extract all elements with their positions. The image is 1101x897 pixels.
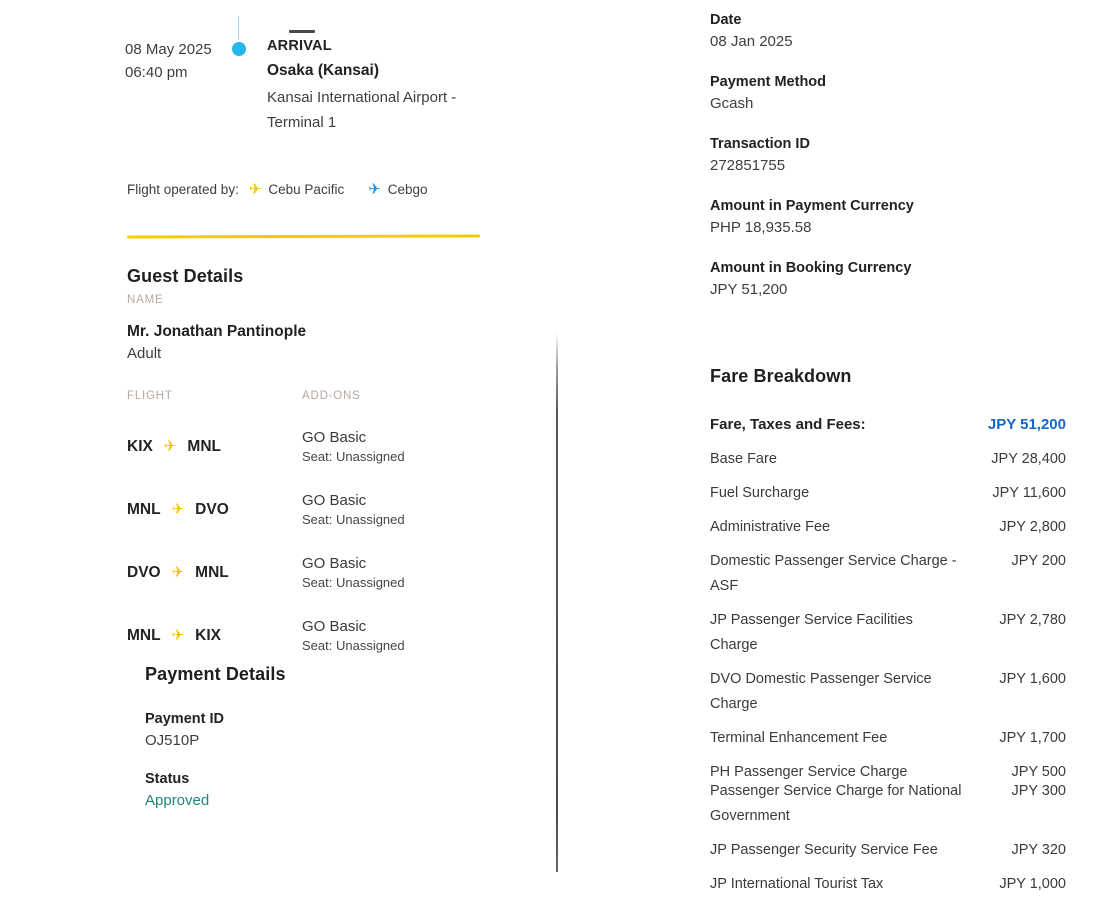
flight-segments-section (127, 390, 517, 653)
fare-row (710, 779, 1066, 829)
transaction-id-field (710, 136, 1066, 174)
guest-details-section (127, 266, 517, 362)
amount-payment-currency-field (710, 198, 1066, 236)
segment-addon (302, 492, 405, 527)
flight-segment-row (127, 555, 517, 590)
passenger-type: Adult (127, 345, 162, 362)
payment-method-value: Gcash (710, 95, 754, 112)
payment-details-section (145, 664, 286, 809)
fare-row (710, 447, 1066, 472)
amount-payment-currency-label: Amount in Payment Currency (710, 198, 914, 214)
fare-item-label: JP Passenger Service Facilities Charge (710, 612, 913, 653)
seat-assignment: Seat: Unassigned (302, 638, 405, 653)
amount-booking-currency-field (710, 260, 1066, 298)
arrival-airport-line2: Terminal 1 (267, 114, 337, 131)
fare-item-label: Fuel Surcharge (710, 485, 810, 501)
arrival-date: 08 May 2025 (125, 41, 212, 58)
fare-item-label: JP International Tourist Tax (710, 876, 884, 892)
scan-artifact-mark (289, 30, 315, 33)
arrival-airport-line1: Kansai International Airport - (267, 89, 457, 106)
payment-id-value: OJ510P (145, 732, 200, 749)
itinerary-timeline (225, 38, 253, 135)
status-field (145, 771, 286, 809)
flight-segment-row (127, 429, 517, 464)
timeline-stem (238, 16, 239, 40)
segment-addon (302, 618, 405, 653)
fare-row (710, 549, 1066, 599)
guest-details-title: Guest Details (127, 266, 244, 286)
fare-item-amount: JPY 11,600 (992, 485, 1066, 501)
addon-name: GO Basic (302, 555, 367, 572)
origin-code: MNL (127, 626, 161, 644)
airplane-icon: ✈ (248, 181, 262, 198)
fare-total-label: Fare, Taxes and Fees: (710, 416, 866, 433)
fare-item-amount: JPY 2,780 (999, 612, 1066, 628)
date-field (710, 12, 1066, 50)
payment-details-title: Payment Details (145, 664, 286, 684)
origin-code: KIX (127, 437, 153, 455)
payment-info-section (710, 12, 1066, 322)
fare-total-row (710, 416, 1066, 433)
fare-item-amount: JPY 1,000 (999, 876, 1066, 892)
destination-code: DVO (195, 500, 229, 518)
segment-addon (302, 555, 405, 590)
amount-booking-currency-value: JPY 51,200 (710, 281, 788, 298)
status-label: Status (145, 771, 190, 787)
fare-row (710, 726, 1066, 751)
origin-code: DVO (127, 563, 161, 581)
addon-name: GO Basic (302, 429, 367, 446)
arrival-label: ARRIVAL (267, 38, 332, 54)
fare-item-amount: JPY 28,400 (991, 451, 1066, 467)
addon-name: GO Basic (302, 618, 367, 635)
payment-method-label: Payment Method (710, 74, 827, 90)
status-badge: Approved (145, 792, 210, 809)
airplane-icon: ✈ (171, 501, 185, 518)
arrival-datetime (125, 38, 225, 135)
fare-item-amount: JPY 1,600 (999, 671, 1066, 687)
airplane-icon: ✈ (163, 438, 177, 455)
fare-item-amount: JPY 200 (1011, 553, 1066, 569)
fare-row (710, 838, 1066, 863)
fare-item-label: Administrative Fee (710, 519, 831, 535)
amount-booking-currency-label: Amount in Booking Currency (710, 260, 912, 276)
fare-item-label: Passenger Service Charge for National Government (710, 783, 962, 824)
fare-item-label: PH Passenger Service Charge (710, 764, 908, 780)
page-edge-divider (556, 332, 558, 872)
carrier-cebgo (368, 182, 427, 197)
amount-payment-currency-value: PHP 18,935.58 (710, 219, 812, 236)
date-value: 08 Jan 2025 (710, 33, 793, 50)
flight-segment-row (127, 618, 517, 653)
seat-assignment: Seat: Unassigned (302, 575, 405, 590)
carrier-name: Cebgo (387, 182, 428, 197)
arrival-airport (267, 85, 497, 135)
carrier-cebu-pacific (249, 182, 344, 197)
yellow-divider-line (127, 235, 480, 239)
fare-breakdown-section (710, 366, 1066, 897)
fare-item-amount: JPY 320 (1011, 842, 1066, 858)
transaction-id-value: 272851755 (710, 157, 786, 174)
seat-assignment: Seat: Unassigned (302, 512, 405, 527)
date-label: Date (710, 12, 742, 28)
payment-method-field (710, 74, 1066, 112)
fare-row (710, 667, 1066, 717)
destination-code: MNL (195, 563, 229, 581)
fare-rows-list (710, 447, 1066, 897)
airplane-icon: ✈ (368, 181, 381, 198)
arrival-time: 06:40 pm (125, 64, 188, 81)
payment-id-label: Payment ID (145, 711, 224, 727)
transaction-id-label: Transaction ID (710, 136, 810, 152)
timeline-dot-icon (232, 42, 246, 56)
fare-item-label: DVO Domestic Passenger Service Charge (710, 671, 932, 712)
fare-item-amount: JPY 300 (1011, 783, 1066, 799)
flight-column-label: FLIGHT (127, 390, 173, 402)
operated-by-label: Flight operated by: (127, 182, 239, 197)
fare-item-label: Domestic Passenger Service Charge - ASF (710, 553, 957, 594)
airplane-icon: ✈ (171, 627, 185, 644)
segment-route (127, 492, 302, 527)
fare-item-amount: JPY 1,700 (999, 730, 1066, 746)
destination-code: KIX (195, 626, 221, 644)
origin-code: MNL (127, 500, 161, 518)
airplane-icon: ✈ (171, 564, 185, 581)
fare-total-amount: JPY 51,200 (987, 416, 1066, 433)
operated-by-section (127, 182, 428, 197)
guest-name: Mr. Jonathan Pantinople (127, 323, 307, 340)
seat-assignment: Seat: Unassigned (302, 449, 405, 464)
carrier-name: Cebu Pacific (268, 182, 345, 197)
addon-name: GO Basic (302, 492, 367, 509)
fare-item-amount: JPY 500 (1011, 764, 1066, 780)
segment-route (127, 618, 302, 653)
fare-breakdown-title: Fare Breakdown (710, 366, 852, 386)
destination-code: MNL (187, 437, 221, 455)
payment-id-field (145, 711, 286, 749)
fare-item-label: JP Passenger Security Service Fee (710, 842, 938, 858)
arrival-info (267, 38, 497, 135)
fare-item-amount: JPY 2,800 (999, 519, 1066, 535)
arrival-city: Osaka (Kansai) (267, 62, 379, 79)
segment-addon (302, 429, 405, 464)
fare-row (710, 481, 1066, 506)
segments-header-row (127, 390, 517, 402)
segment-route (127, 429, 302, 464)
fare-item-label: Terminal Enhancement Fee (710, 730, 888, 746)
arrival-section (125, 38, 497, 135)
fare-row (710, 608, 1066, 658)
addons-column-label: ADD-ONS (302, 390, 361, 402)
flight-segment-row (127, 492, 517, 527)
segment-route (127, 555, 302, 590)
fare-row (710, 515, 1066, 540)
segments-list (127, 429, 517, 653)
fare-item-label: Base Fare (710, 451, 777, 467)
fare-row (710, 872, 1066, 897)
name-column-label: NAME (127, 294, 164, 306)
